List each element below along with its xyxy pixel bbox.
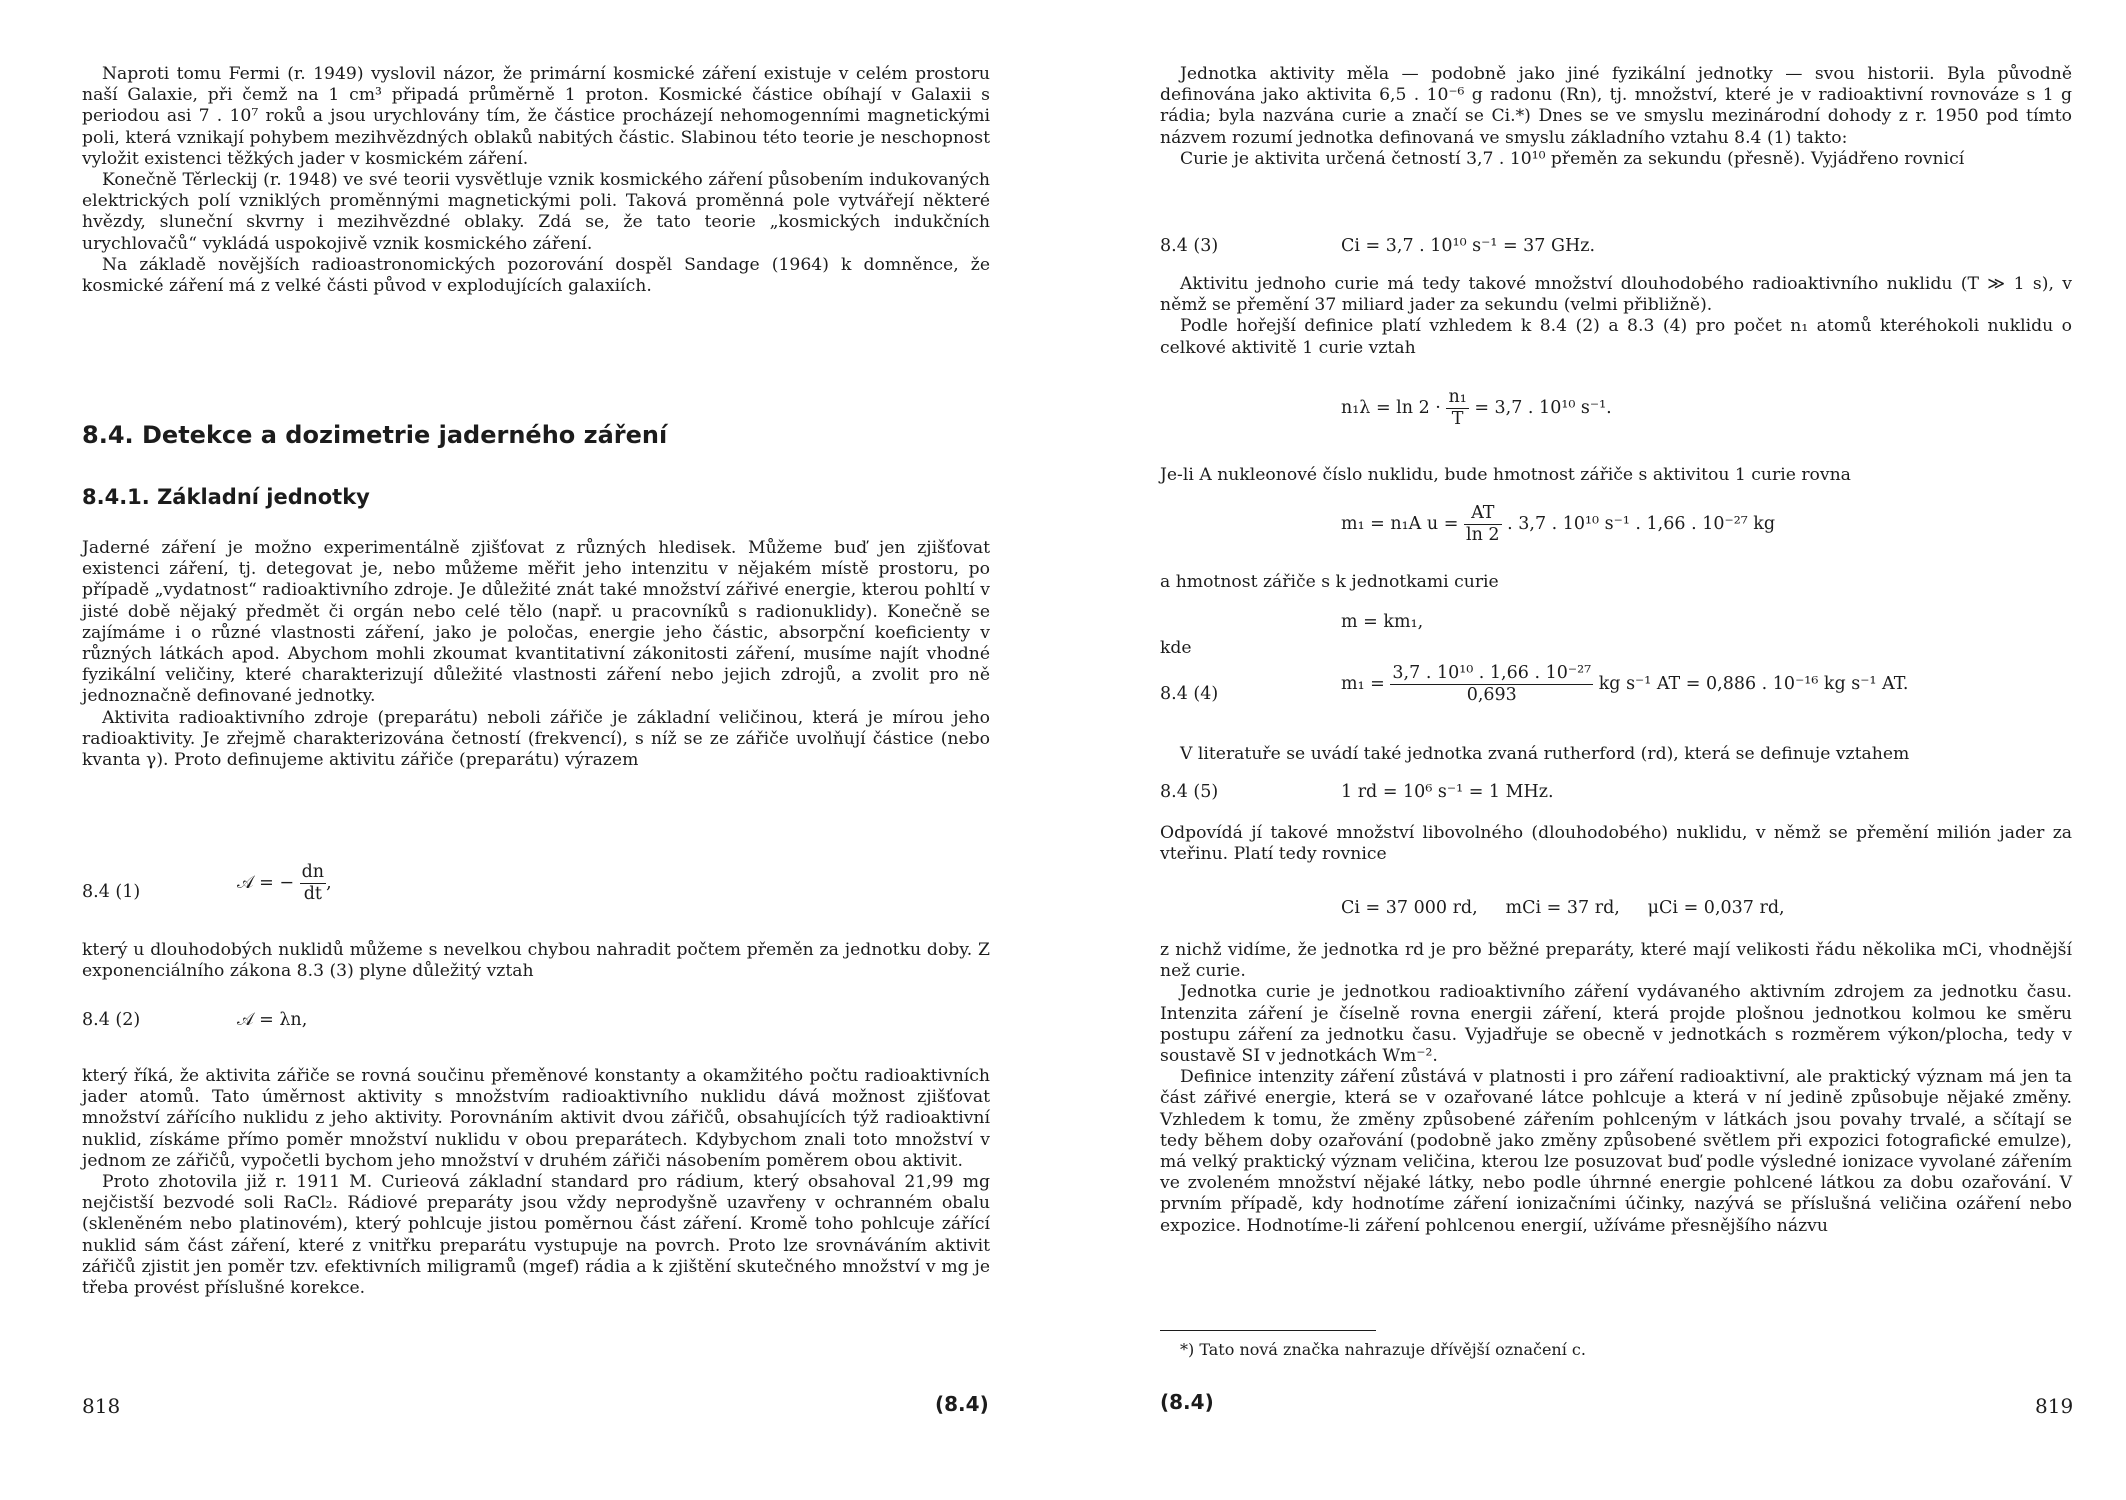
equation-unit-conversion: Ci = 37 000 rd, mCi = 37 rd, μCi = 0,037 rd, <box>1341 898 1785 918</box>
right-intro-text <box>1160 64 2072 170</box>
page-number: 818 <box>82 1394 121 1418</box>
paragraph: Definice intenzity záření zůstává v platnosti i pro záření radioaktivní, ale praktický význam má jen ta část zářivé energie, která se v ozařované látce pohlcuje a která v ní jedině způsobuje nějaké změny. Vzhledem k tomu, že změny způsobené zářením pohlceným v látkách jsou povahy trvalé, a sčítají se tedy během doby ozařování (podobně jako změny způsobené světlem při expozici fotografické emulze), má velký praktický význam veličina, kterou lze posuzovat buď podle výsledné ionizace vyvolané zářením ve zvoleném množství nějaké látky, nebo podle úhrnné energie pohlcené látkou za dobu ozařování. V prvním případě, kdy hodnotíme záření ionizačními účinky, nazývá se příslušná veličina ozáření nebo expozice. Hodnotíme-li záření pohlcenou energií, užíváme přesnějšího názvu <box>1160 1067 2072 1236</box>
paragraph: a hmotnost zářiče s k jednotkami curie <box>1160 572 1499 592</box>
fraction <box>1464 503 1502 546</box>
section-marker: (8.4) <box>935 1392 989 1416</box>
right-body-text-3 <box>1160 572 2072 593</box>
paragraph: Podle hořejší definice platí vzhledem k 8.4 (2) a 8.3 (4) pro počet n₁ atomů kteréhokoli nuklidu o celkové aktivitě 1 curie vztah <box>1160 316 2072 358</box>
fraction-denominator: 0,693 <box>1466 685 1517 705</box>
paragraph: Aktivitu jednoho curie má tedy takové množství dlouhodobého radioaktivního nuklidu (T ≫ 1 s), v němž se přemění 37 miliard jader za sekundu (velmi přibližně). <box>1160 274 2072 316</box>
equation-rutherford: 1 rd = 10⁶ s⁻¹ = 1 MHz. <box>1341 782 1554 802</box>
equation-number: 8.4 (3) <box>1160 236 1219 256</box>
left-intro-text <box>82 64 990 297</box>
right-page <box>1063 0 2126 1500</box>
equation-text: n₁λ = ln 2 · <box>1341 398 1441 418</box>
fraction-numerator: dn <box>301 862 325 882</box>
right-body-text-7 <box>1160 940 2072 1237</box>
equation-atom-count <box>1341 387 1612 430</box>
paragraph: Jednotka aktivity měla — podobně jako jiné fyzikální jednotky — svou historii. Byla původně definována jako aktivita 6,5 . 10⁻⁶ g radonu (Rn), tj. množství, které je v radioaktivní rovnováze s 1 g rádia; byla nazvána curie a značí se Ci.*) Dnes se ve smyslu mezinárodní dohody z r. 1950 pod tímto názvem rozumí jednotka definovaná ve smyslu základního vztahu 8.4 (1) takto: <box>1160 64 2072 148</box>
equation-number: 8.4 (2) <box>82 1010 141 1030</box>
paragraph: V literatuře se uvádí také jednotka zvaná rutherford (rd), která se definuje vztahem <box>1180 744 1910 764</box>
equation-mass-result <box>1341 663 1908 706</box>
equation-activity-definition <box>237 862 332 905</box>
paragraph: který říká, že aktivita zářiče se rovná součinu přeměnové konstanty a okamžitého počtu radioaktivních jader atomů. Tato úměrnost aktivity s množstvím radioaktivního nuklidu dává možnost zjišťovat množství zářícího nuklidu z jeho aktivity. Porovnáním aktivit dvou zářičů, obsahujících týž radioaktivní nuklid, získáme přímo poměr množství nuklidu v obou preparátech. Kdybychom znali toto množství v jednom ze zářičů, vypočetli bychom jeho množství v druhém zářiči násobením poměrem obou aktivit. <box>82 1066 990 1171</box>
left-body-text-2 <box>82 940 990 982</box>
right-body-text-2 <box>1160 465 2072 486</box>
right-body-text <box>1160 274 2072 359</box>
footnote-rule <box>1160 1330 1376 1331</box>
paragraph: Odpovídá jí takové množství libovolného (dlouhodobého) nuklidu, v němž se přemění milión jader za vteřinu. Platí tedy rovnice <box>1160 823 2072 865</box>
fraction <box>300 862 326 905</box>
fraction-denominator: dt <box>303 884 322 904</box>
fraction-denominator: T <box>1451 409 1464 429</box>
equation-text: m₁ = n₁A u = <box>1341 514 1459 534</box>
equation-text: 𝒜 = − <box>237 873 295 893</box>
equation-number: 8.4 (5) <box>1160 782 1219 802</box>
paragraph: Jaderné záření je možno experimentálně zjišťovat z různých hledisek. Můžeme buď jen zjišťovat existenci záření, tj. detegovat je, nebo můžeme měřit jeho intenzitu v nějakém místě prostoru, po případě „vydatnost“ radioaktivního zdroje. Je důležité znát také množství zářivé energie, kterou pohltí v jisté době nějaký předmět či orgán nebo celé tělo (např. u pracovníků s radionuklidy). Konečně se zajímáme i o různé vlastnosti záření, jako je poločas, energie jeho částic, absorpční koeficienty v různých látkách apod. Abychom mohli zkoumat kvantitativní zákonitosti záření, musíme najít vhodné fyzikální veličiny, které charakterizují důležité vlastnosti záření nebo jejich zdrojů, a zvolit pro ně jednoznačně definované jednotky. <box>82 538 990 707</box>
fraction-denominator: ln 2 <box>1465 525 1500 545</box>
subsection-heading: 8.4.1. Základní jednotky <box>82 485 370 509</box>
right-body-text-5 <box>1160 744 2072 765</box>
left-body-text-3 <box>82 1066 990 1299</box>
equation-mass <box>1341 503 1775 546</box>
paragraph: z nichž vidíme, že jednotka rd je pro běžné preparáty, které mají velikosti řádu několika mCi, vhodnější než curie. <box>1160 940 2072 982</box>
left-body-text <box>82 538 990 771</box>
paragraph: Naproti tomu Fermi (r. 1949) vyslovil názor, že primární kosmické záření existuje v celém prostoru naší Galaxie, při čemž na 1 cm³ připadá průměrně 1 proton. Kosmické částice obíhají v Galaxii s periodou asi 7 . 10⁷ roků a jsou urychlovány tím, že částice procházejí nehomogenními magnetickými poli, která vznikají pohybem mezihvězdných oblaků nabitých částic. Slabinou této teorie je neschopnost vyložit existenci těžkých jader v kosmickém záření. <box>82 64 990 169</box>
paragraph: Proto zhotovila již r. 1911 M. Curieová základní standard pro rádium, který obsahoval 21,99 mg nejčistší bezvodé soli RaCl₂. Rádiové preparáty jsou vždy neprodyšně uzavřeny v ochranném obalu (skleněném nebo platinovém), který pohlcuje jistou poměrnou část záření. Kromě toho pohlcuje zářící nuklid sám část záření, které z vnitřku preparátu vystupuje na povrch. Proto lze srovnáváním aktivit zářičů zjistit jen poměr tzv. efektivních miligramů (mgef) rádia a k zjištění skutečného množství v mg je třeba provést příslušné korekce. <box>82 1172 990 1299</box>
equation-number: 8.4 (4) <box>1160 684 1219 704</box>
paragraph: kde <box>1160 638 1192 658</box>
paragraph: Je-li A nukleonové číslo nuklidu, bude hmotnost zářiče s aktivitou 1 curie rovna <box>1160 465 1851 485</box>
equation-curie: Ci = 3,7 . 10¹⁰ s⁻¹ = 37 GHz. <box>1341 236 1596 256</box>
equation-text: m₁ = <box>1341 674 1385 694</box>
section-heading: 8.4. Detekce a dozimetrie jaderného záření <box>82 421 668 449</box>
fraction-numerator: AT <box>1464 503 1502 525</box>
right-body-text-6 <box>1160 823 2072 865</box>
fraction-numerator: 3,7 . 10¹⁰ . 1,66 . 10⁻²⁷ <box>1392 663 1592 683</box>
footnote: *) Tato nová značka nahrazuje dřívější označení c. <box>1180 1340 1586 1359</box>
page-number: 819 <box>2035 1394 2074 1418</box>
fraction-numerator: n₁ <box>1448 387 1467 407</box>
equation-text: , <box>326 873 332 893</box>
fraction <box>1390 663 1593 706</box>
paragraph: Konečně Těrleckij (r. 1948) ve své teorii vysvětluje vznik kosmického záření působením indukovaných elektrických polí vzniklých proměnnými magnetickými poli. Taková proměnná pole vytvářejí některé hvězdy, sluneční skvrny i mezihvězdné oblaky. Zdá se, že tato teorie „kosmických indukčních urychlovačů“ vykládá uspokojivě vznik kosmického záření. <box>82 170 990 254</box>
paragraph: který u dlouhodobých nuklidů můžeme s nevelkou chybou nahradit počtem přeměn za jednotku doby. Z exponenciálního zákona 8.3 (3) plyne důležitý vztah <box>82 940 990 982</box>
paragraph: Jednotka curie je jednotkou radioaktivního záření vydávaného aktivním zdrojem za jednotku času. Intenzita záření je číselně rovna energii záření, která projde plošnou jednotkou kolmou ke směru postupu záření za jednotku času. Vyjadřuje se obecně v jednotkách s rozměrem výkon/plocha, tedy v soustavě SI v jednotkách Wm⁻². <box>1160 982 2072 1067</box>
paragraph: Aktivita radioaktivního zdroje (preparátu) neboli zářiče je základní veličinou, která je mírou jeho radioaktivity. Je zřejmě charakterizována četností (frekvencí), s níž se ze zářiče uvolňují částice (nebo kvanta γ). Proto definujeme aktivitu zářiče (preparátu) výrazem <box>82 707 990 771</box>
fraction <box>1446 387 1468 430</box>
paragraph: Curie je aktivita určená četností 3,7 . 10¹⁰ přeměn za sekundu (přesně). Vyjádřeno rovnicí <box>1180 148 1965 169</box>
equation-text: . 3,7 . 10¹⁰ s⁻¹ . 1,66 . 10⁻²⁷ kg <box>1507 514 1776 534</box>
equation-text: = 3,7 . 10¹⁰ s⁻¹. <box>1474 398 1612 418</box>
equation-k-curie: m = km₁, <box>1341 612 1424 632</box>
section-marker: (8.4) <box>1160 1390 1214 1414</box>
equation-activity-relation: 𝒜 = λn, <box>237 1010 308 1030</box>
equation-text: kg s⁻¹ AT = 0,886 . 10⁻¹⁶ kg s⁻¹ AT. <box>1598 674 1909 694</box>
equation-number: 8.4 (1) <box>82 882 141 902</box>
paragraph: Na základě novějších radioastronomických pozorování dospěl Sandage (1964) k domněnce, že kosmické záření má z velké části původ v explodujících galaxiích. <box>82 254 990 297</box>
right-body-text-4 <box>1160 638 2072 659</box>
